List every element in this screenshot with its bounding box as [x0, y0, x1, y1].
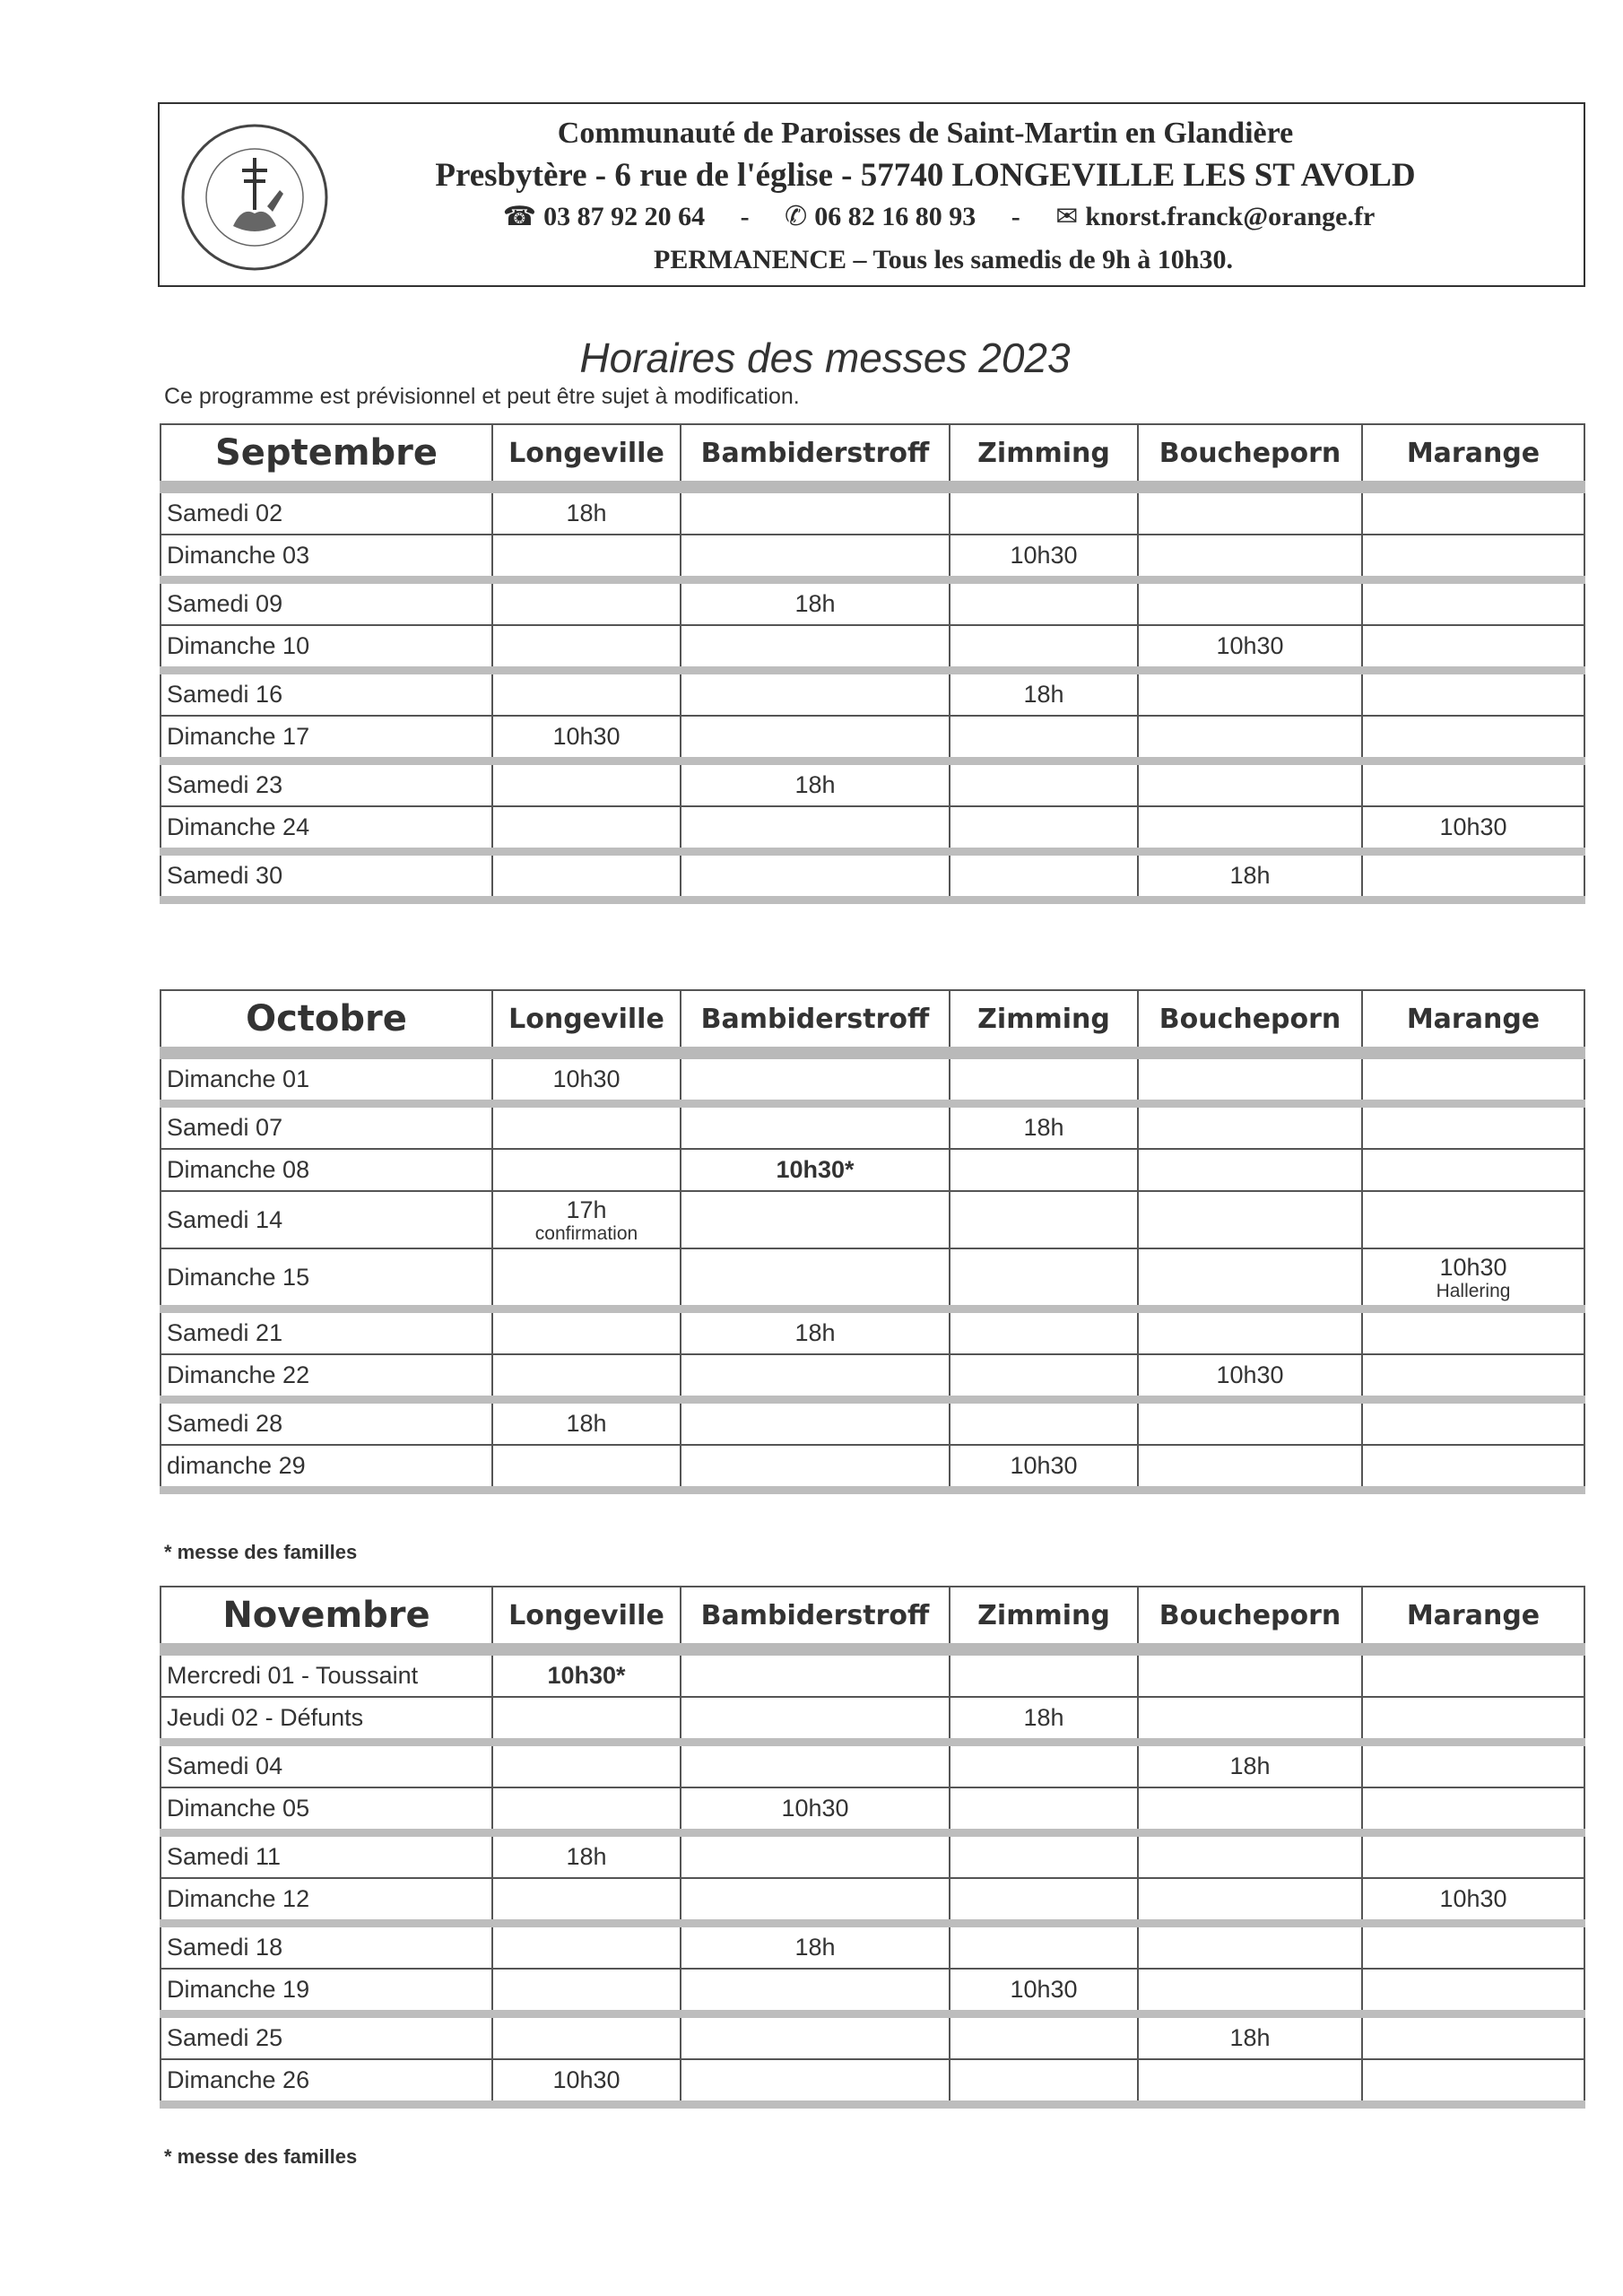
- time-cell: [492, 2014, 681, 2060]
- time-cell: [681, 1445, 950, 1491]
- time-cell: [1362, 487, 1584, 535]
- mobile-number: 06 82 16 80 93: [814, 202, 976, 231]
- time-cell: 10h30: [950, 535, 1138, 580]
- time-cell: [950, 1743, 1138, 1788]
- time-cell: [1362, 671, 1584, 717]
- column-heading: Zimming: [950, 990, 1138, 1053]
- column-heading: Bambiderstroff: [681, 1587, 950, 1649]
- day-cell: Samedi 16: [161, 671, 492, 717]
- table-header-row: [161, 1587, 1584, 1649]
- time-cell: [1362, 1924, 1584, 1970]
- time-cell: [1362, 1191, 1584, 1248]
- column-heading: Boucheporn: [1138, 424, 1362, 487]
- day-cell: Dimanche 12: [161, 1878, 492, 1924]
- table-row: [161, 1924, 1584, 1970]
- column-heading: Marange: [1362, 1587, 1584, 1649]
- time-cell: [950, 1191, 1138, 1248]
- day-cell: Dimanche 10: [161, 625, 492, 671]
- time-cell: [1362, 1787, 1584, 1833]
- time-cell: 10h30: [492, 2059, 681, 2105]
- time-cell: [1362, 1697, 1584, 1743]
- time-cell: 18h: [681, 580, 950, 626]
- phone-number: 03 87 92 20 64: [543, 202, 706, 231]
- table-header-row: [161, 424, 1584, 487]
- time-cell: [1362, 1445, 1584, 1491]
- schedule-table-september: [160, 423, 1585, 904]
- time-cell: [1138, 1104, 1362, 1150]
- table-row: [161, 1833, 1584, 1879]
- time-cell: 18h: [950, 671, 1138, 717]
- time-cell: [950, 806, 1138, 852]
- time-cell: [492, 1445, 681, 1491]
- time-cell: [681, 1053, 950, 1104]
- time-cell: 10h30: [950, 1969, 1138, 2014]
- schedule-table-november: [160, 1586, 1585, 2109]
- separator: -: [740, 202, 750, 231]
- time-cell: [492, 1149, 681, 1191]
- time-cell: 10h30: [681, 1787, 950, 1833]
- time-cell: [681, 535, 950, 580]
- day-cell: Samedi 23: [161, 761, 492, 807]
- table-row: [161, 1149, 1584, 1191]
- envelope-icon: ✉: [1055, 201, 1079, 232]
- day-cell: Dimanche 08: [161, 1149, 492, 1191]
- time-cell: [1362, 1400, 1584, 1446]
- time-cell: 18h: [681, 761, 950, 807]
- month-heading: Novembre: [161, 1587, 492, 1649]
- time-cell: 18h: [681, 1924, 950, 1970]
- time-cell: [681, 1969, 950, 2014]
- time-cell: [681, 1833, 950, 1879]
- time-cell: [950, 1354, 1138, 1400]
- time-cell: [1138, 535, 1362, 580]
- month-heading: Octobre: [161, 990, 492, 1053]
- time-cell: [950, 2059, 1138, 2105]
- time-cell: 18h: [1138, 1743, 1362, 1788]
- time-cell: [950, 716, 1138, 761]
- separator: -: [1011, 202, 1020, 231]
- day-cell: Samedi 09: [161, 580, 492, 626]
- parish-header-box: [158, 102, 1585, 287]
- time-cell: [492, 1878, 681, 1924]
- day-cell: Samedi 02: [161, 487, 492, 535]
- time-cell: [950, 761, 1138, 807]
- time-cell: [1362, 852, 1584, 900]
- time-cell: [492, 806, 681, 852]
- table-row: [161, 1787, 1584, 1833]
- time-cell: [681, 671, 950, 717]
- time-cell: [681, 1878, 950, 1924]
- day-cell: dimanche 29: [161, 1445, 492, 1491]
- time-cell: [950, 852, 1138, 900]
- month-heading: Septembre: [161, 424, 492, 487]
- table-header-row: [161, 990, 1584, 1053]
- time-cell: 18h: [492, 1400, 681, 1446]
- time-cell: [492, 1697, 681, 1743]
- time-cell: [1362, 580, 1584, 626]
- time-cell: [1362, 1309, 1584, 1355]
- mobile-phone-icon: ✆: [785, 201, 808, 232]
- table-row: [161, 2059, 1584, 2105]
- time-cell: [950, 1309, 1138, 1355]
- time-cell: 10h30*: [681, 1149, 950, 1191]
- time-cell: [681, 487, 950, 535]
- time-cell: 18h: [1138, 2014, 1362, 2060]
- time-cell: [492, 852, 681, 900]
- time-cell: [681, 1697, 950, 1743]
- table-row: [161, 1743, 1584, 1788]
- time-cell: [492, 1924, 681, 1970]
- time-cell: 10h30: [492, 1053, 681, 1104]
- day-cell: Samedi 25: [161, 2014, 492, 2060]
- day-cell: Dimanche 15: [161, 1248, 492, 1309]
- time-cell: [950, 1833, 1138, 1879]
- time-cell: [950, 487, 1138, 535]
- time-cell: 18h: [950, 1697, 1138, 1743]
- parish-name: Communauté de Paroisses de Saint-Martin en Glandière: [557, 117, 1294, 150]
- time-cell: [1138, 761, 1362, 807]
- table-row: [161, 1649, 1584, 1697]
- time-cell: [492, 761, 681, 807]
- table-row: [161, 2014, 1584, 2060]
- day-cell: Samedi 28: [161, 1400, 492, 1446]
- time-cell: [1138, 2059, 1362, 2105]
- time-cell: 10h30: [950, 1445, 1138, 1491]
- time-cell: [950, 1924, 1138, 1970]
- time-cell: [681, 625, 950, 671]
- table-row: [161, 806, 1584, 852]
- time-cell: [950, 1248, 1138, 1309]
- time-cell: [950, 1149, 1138, 1191]
- day-cell: Samedi 21: [161, 1309, 492, 1355]
- day-cell: Samedi 18: [161, 1924, 492, 1970]
- time-cell: [681, 806, 950, 852]
- time-cell: 10h30*: [492, 1649, 681, 1697]
- day-cell: Dimanche 19: [161, 1969, 492, 2014]
- time-cell: [492, 535, 681, 580]
- email-address: knorst.franck@orange.fr: [1085, 202, 1376, 231]
- time-cell: [1138, 1309, 1362, 1355]
- day-cell: Mercredi 01 - Toussaint: [161, 1649, 492, 1697]
- day-cell: Dimanche 03: [161, 535, 492, 580]
- column-heading: Zimming: [950, 1587, 1138, 1649]
- page-title: Horaires des messes 2023: [579, 335, 1071, 381]
- footnote: * messe des familles: [164, 1541, 358, 1563]
- day-cell: Dimanche 17: [161, 716, 492, 761]
- table-row: [161, 1400, 1584, 1446]
- time-cell: [950, 1053, 1138, 1104]
- permanence-hours: PERMANENCE – Tous les samedis de 9h à 10h30.: [654, 245, 1233, 274]
- table-row: [161, 716, 1584, 761]
- time-cell: [1362, 535, 1584, 580]
- time-cell: [1362, 2014, 1584, 2060]
- time-cell: [681, 852, 950, 900]
- day-cell: Dimanche 05: [161, 1787, 492, 1833]
- time-cell: [492, 1969, 681, 2014]
- time-cell: [1138, 1833, 1362, 1879]
- time-cell: [1138, 580, 1362, 626]
- time-cell: [1138, 1191, 1362, 1248]
- time-cell: [950, 1400, 1138, 1446]
- time-cell: [1362, 1354, 1584, 1400]
- day-cell: Samedi 04: [161, 1743, 492, 1788]
- column-heading: Longeville: [492, 1587, 681, 1649]
- presbytery-address: Presbytère - 6 rue de l'église - 57740 LONGEVILLE LES ST AVOLD: [435, 157, 1416, 194]
- time-cell: [681, 2014, 950, 2060]
- time-cell: [492, 1309, 681, 1355]
- time-cell: [492, 1787, 681, 1833]
- time-cell: [681, 716, 950, 761]
- time-cell: [1138, 1924, 1362, 1970]
- time-cell: [950, 1878, 1138, 1924]
- column-heading: Boucheporn: [1138, 1587, 1362, 1649]
- table-row: [161, 1445, 1584, 1491]
- time-cell: [492, 580, 681, 626]
- day-cell: Dimanche 01: [161, 1053, 492, 1104]
- time-cell: [950, 1649, 1138, 1697]
- table-row: [161, 1104, 1584, 1150]
- time-cell: [1138, 671, 1362, 717]
- table-row: [161, 1354, 1584, 1400]
- time-cell: [681, 2059, 950, 2105]
- table-row: [161, 1878, 1584, 1924]
- time-cell: [1362, 1649, 1584, 1697]
- time-cell: [1362, 1743, 1584, 1788]
- time-cell: 18h: [492, 487, 681, 535]
- time-cell: [950, 2014, 1138, 2060]
- table-row: [161, 1248, 1584, 1309]
- time-cell: [681, 1354, 950, 1400]
- column-heading: Bambiderstroff: [681, 424, 950, 487]
- day-cell: Samedi 11: [161, 1833, 492, 1879]
- table-row: [161, 487, 1584, 535]
- table-row: [161, 1969, 1584, 2014]
- time-value: 10h30: [1439, 1253, 1507, 1281]
- table-row: [161, 1697, 1584, 1743]
- time-cell: [681, 1191, 950, 1248]
- day-cell: Samedi 30: [161, 852, 492, 900]
- time-cell: [681, 1248, 950, 1309]
- time-cell: [1362, 625, 1584, 671]
- time-cell: [1362, 716, 1584, 761]
- day-cell: Jeudi 02 - Défunts: [161, 1697, 492, 1743]
- time-cell: [1362, 1053, 1584, 1104]
- column-heading: Bambiderstroff: [681, 990, 950, 1053]
- table-row: [161, 625, 1584, 671]
- column-heading: Marange: [1362, 424, 1584, 487]
- time-cell: [1138, 1649, 1362, 1697]
- time-cell: [492, 1191, 681, 1248]
- time-value: 17h: [566, 1196, 607, 1223]
- time-cell: [1138, 716, 1362, 761]
- time-cell: [1138, 1969, 1362, 2014]
- time-cell: 18h: [1138, 852, 1362, 900]
- time-cell: [1138, 1149, 1362, 1191]
- day-cell: Dimanche 24: [161, 806, 492, 852]
- time-cell: [1362, 1969, 1584, 2014]
- day-cell: Dimanche 26: [161, 2059, 492, 2105]
- time-cell: [1138, 1400, 1362, 1446]
- day-cell: Samedi 14: [161, 1191, 492, 1248]
- schedule-table-october: [160, 989, 1585, 1494]
- table-row: [161, 1309, 1584, 1355]
- table-row: [161, 580, 1584, 626]
- time-cell: [681, 1649, 950, 1697]
- time-cell: 10h30: [1138, 625, 1362, 671]
- time-cell: [1138, 806, 1362, 852]
- time-cell: [1362, 1248, 1584, 1309]
- time-cell: [1138, 1878, 1362, 1924]
- time-cell: [492, 671, 681, 717]
- time-cell: [681, 1400, 950, 1446]
- disclaimer: Ce programme est prévisionnel et peut être sujet à modification.: [164, 384, 800, 409]
- time-cell: [681, 1743, 950, 1788]
- column-heading: Marange: [1362, 990, 1584, 1053]
- table-row: [161, 761, 1584, 807]
- time-cell: [1138, 1445, 1362, 1491]
- time-cell: [1138, 1697, 1362, 1743]
- time-cell: 18h: [950, 1104, 1138, 1150]
- time-cell: 10h30: [492, 716, 681, 761]
- time-cell: [1138, 1787, 1362, 1833]
- contact-line: [160, 201, 1584, 232]
- column-heading: Boucheporn: [1138, 990, 1362, 1053]
- time-cell: [1362, 761, 1584, 807]
- time-cell: 18h: [681, 1309, 950, 1355]
- time-cell: 10h30: [1362, 806, 1584, 852]
- column-heading: Longeville: [492, 424, 681, 487]
- table-row: [161, 535, 1584, 580]
- day-cell: Dimanche 22: [161, 1354, 492, 1400]
- time-cell: [681, 1104, 950, 1150]
- table-row: [161, 852, 1584, 900]
- table-row: [161, 1191, 1584, 1248]
- footnote: * messe des familles: [164, 2145, 358, 2168]
- column-heading: Longeville: [492, 990, 681, 1053]
- time-cell: 18h: [492, 1833, 681, 1879]
- time-cell: [492, 1354, 681, 1400]
- day-cell: Samedi 07: [161, 1104, 492, 1150]
- table-row: [161, 1053, 1584, 1104]
- time-cell: [950, 625, 1138, 671]
- table-row: [161, 671, 1584, 717]
- time-cell: [1362, 2059, 1584, 2105]
- time-cell: [492, 1104, 681, 1150]
- time-cell: [492, 1743, 681, 1788]
- time-cell: [1362, 1104, 1584, 1150]
- event-note: Hallering: [1436, 1280, 1511, 1301]
- time-cell: [492, 1248, 681, 1309]
- phone-icon: ☎: [502, 201, 537, 232]
- column-heading: Zimming: [950, 424, 1138, 487]
- time-cell: 10h30: [1362, 1878, 1584, 1924]
- time-cell: [1138, 1053, 1362, 1104]
- event-note: confirmation: [534, 1222, 638, 1244]
- time-cell: [1138, 1248, 1362, 1309]
- time-cell: [1138, 487, 1362, 535]
- time-cell: [950, 580, 1138, 626]
- time-cell: [492, 625, 681, 671]
- time-cell: 10h30: [1138, 1354, 1362, 1400]
- time-cell: [950, 1787, 1138, 1833]
- time-cell: [1362, 1149, 1584, 1191]
- time-cell: [1362, 1833, 1584, 1879]
